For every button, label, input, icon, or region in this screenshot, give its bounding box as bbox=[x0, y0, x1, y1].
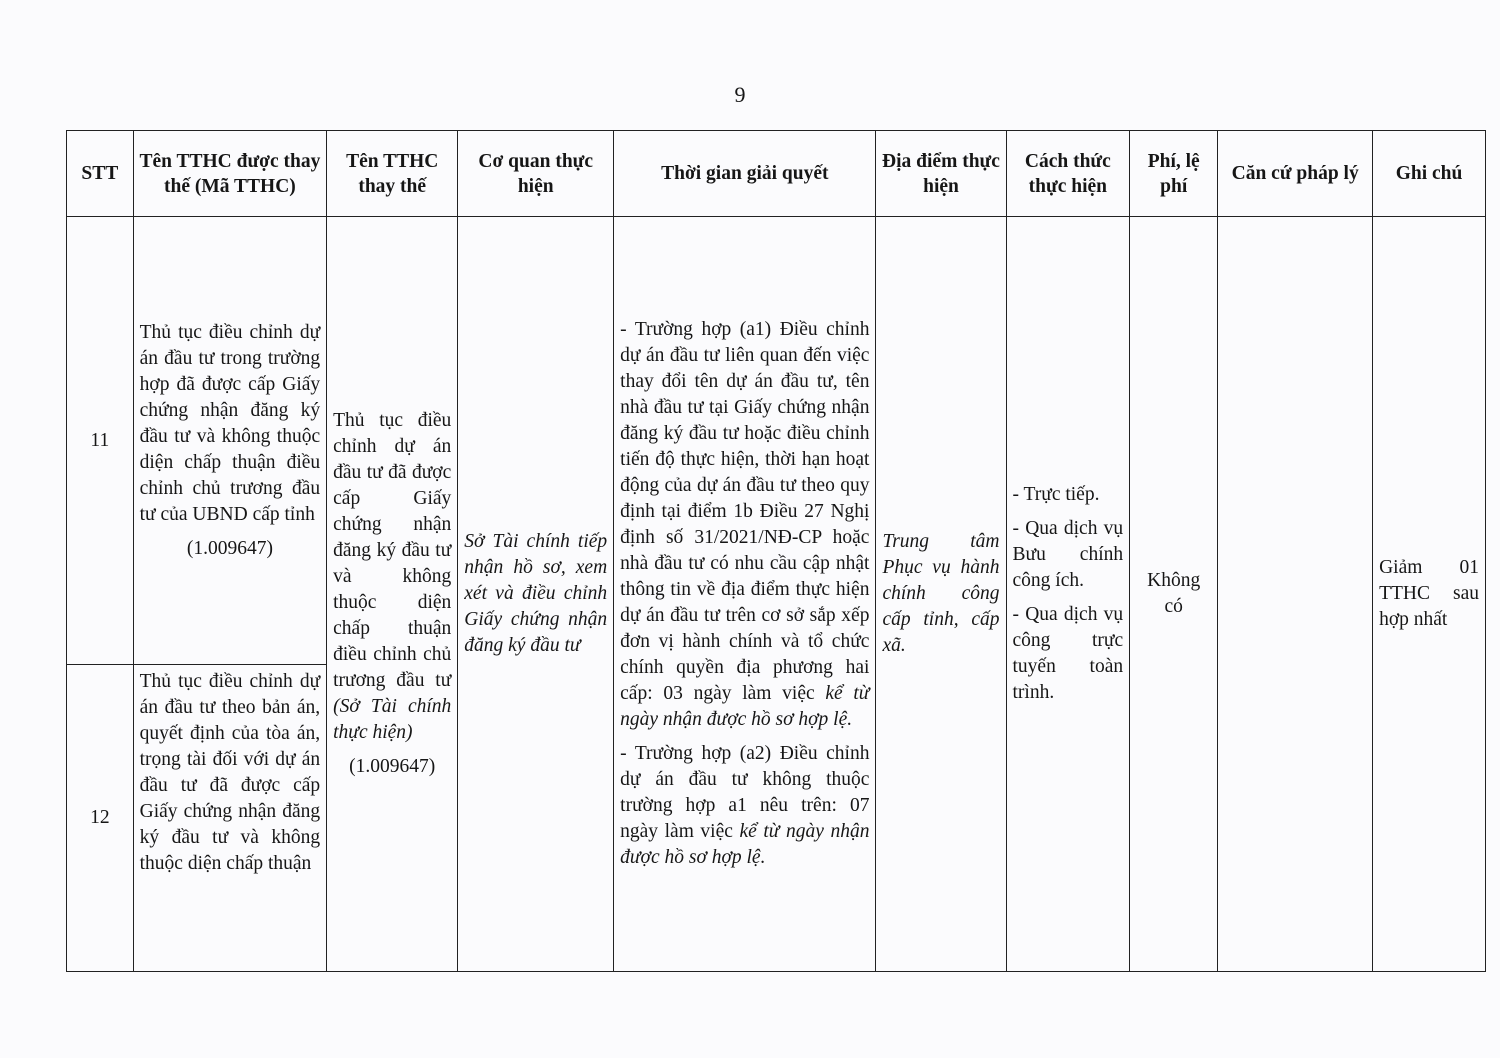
method-cell bbox=[1006, 217, 1130, 972]
header-agency: Cơ quan thực hiện bbox=[458, 131, 614, 217]
note-cell: Giảm 01 TTHC sau hợp nhất bbox=[1373, 217, 1486, 972]
header-location: Địa điểm thực hiện bbox=[876, 131, 1006, 217]
row-12-stt: 12 bbox=[67, 665, 134, 972]
method-postal: - Qua dịch vụ Bưu chính công ích. bbox=[1012, 518, 1124, 591]
time-a2-text: - Trường hợp (a2) Điều chỉnh dự án đầu tư không thuộc trường hợp a1 nêu trên: 07 ngày làm việc bbox=[620, 743, 870, 842]
legal-basis-cell bbox=[1218, 217, 1373, 972]
time-case-a1 bbox=[620, 317, 869, 733]
header-time: Thời gian giải quyết bbox=[614, 131, 876, 217]
header-replaced-name: Tên TTHC được thay thế (Mã TTHC) bbox=[133, 131, 327, 217]
header-fee: Phí, lệ phí bbox=[1130, 131, 1218, 217]
method-online: - Qua dịch vụ công trực tuyến toàn trình. bbox=[1012, 604, 1124, 703]
time-case-a2 bbox=[620, 741, 869, 871]
time-a2-italic: kể từ ngày nhận được hồ sơ hợp lệ. bbox=[620, 821, 870, 868]
header-row bbox=[67, 131, 1486, 217]
page-number: 9 bbox=[734, 82, 746, 107]
time-a1-italic: kể từ ngày nhận được hồ sơ hợp lệ. bbox=[620, 683, 870, 730]
replacement-code: (1.009647) bbox=[349, 756, 436, 777]
replacement-name-text: Thủ tục điều chỉnh dự án đầu tư đã được cấp Giấy chứng nhận đăng ký đầu tư và không thuộc diện chấp thuận điều chỉnh chủ trương đầu tư bbox=[333, 410, 452, 691]
replacement-agency-note: (Sở Tài chính thực hiện) bbox=[333, 696, 452, 743]
agency-cell: Sở Tài chính tiếp nhận hồ sơ, xem xét và điều chỉnh Giấy chứng nhận đăng ký đầu tư bbox=[458, 217, 614, 972]
fee-cell: Không có bbox=[1130, 217, 1218, 972]
row-11-replaced-name bbox=[133, 217, 327, 665]
header-stt: STT bbox=[67, 131, 134, 217]
row-11-stt: 11 bbox=[67, 217, 134, 665]
procedures-table bbox=[66, 130, 1486, 972]
header-note: Ghi chú bbox=[1373, 131, 1486, 217]
location-cell: Trung tâm Phục vụ hành chính công cấp tỉnh, cấp xã. bbox=[876, 217, 1006, 972]
row-12-replaced-name: Thủ tục điều chỉnh dự án đầu tư theo bản án, quyết định của tòa án, trọng tài đối với dự án đầu tư đã được cấp Giấy chứng nhận đăng ký đầu tư và không thuộc diện chấp thuận bbox=[133, 665, 327, 972]
header-method: Cách thức thực hiện bbox=[1006, 131, 1130, 217]
row-11-replaced-name-text: Thủ tục điều chỉnh dự án đầu tư trong trường hợp đã được cấp Giấy chứng nhận đăng ký đầu tư và không thuộc diện chấp thuận điều chỉnh chủ trương đầu tư của UBND cấp tỉnh bbox=[139, 321, 321, 525]
time-a1-text: - Trường hợp (a1) Điều chỉnh dự án đầu tư liên quan đến việc thay đổi tên dự án đầu tư, tên nhà đầu tư tại Giấy chứng nhận đăng ký đầu tư hoặc điều chỉnh tiến độ thực hiện, thời hạn hoạt động của dự án đầu tư theo quy định tại điểm 1b Điều 27 Nghị định số 31/2021/NĐ-CP hoặc nhà đầu tư có nhu cầu cập nhật thông tin về địa điểm thực hiện dự án đầu tư trên cơ sở sắp xếp đơn vị hành chính và tổ chức chính quyền địa phương hai cấp: 03 ngày làm việc bbox=[620, 319, 870, 704]
table-row bbox=[67, 217, 1486, 665]
header-replacement-name: Tên TTHC thay thế bbox=[327, 131, 458, 217]
row-11-replaced-code: (1.009647) bbox=[186, 537, 273, 559]
method-direct: - Trực tiếp. bbox=[1012, 484, 1100, 505]
replacement-name-cell bbox=[327, 217, 458, 972]
time-cell bbox=[614, 217, 876, 972]
header-legal-basis: Căn cứ pháp lý bbox=[1218, 131, 1373, 217]
